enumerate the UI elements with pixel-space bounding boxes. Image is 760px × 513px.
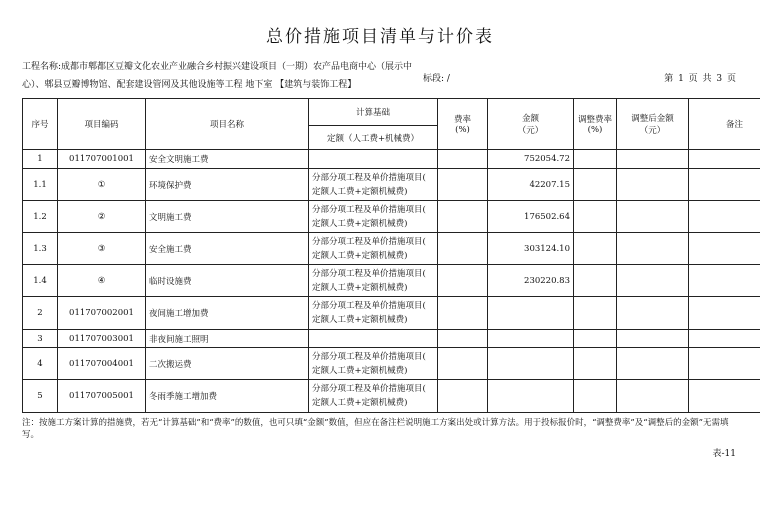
- cell-basis-line2: 定额人工费+定额机械费): [312, 218, 408, 229]
- cell-code: 011707002001: [58, 297, 146, 330]
- cell-rate: [438, 380, 488, 413]
- cell-adj-amount: [617, 201, 689, 233]
- cell-basis-line2: 定额人工费+定额机械费): [312, 250, 408, 261]
- table-body: [23, 150, 760, 413]
- cell-basis: [309, 169, 438, 201]
- cell-basis-line1: 分部分项工程及单价措施项目(: [312, 172, 426, 183]
- cell-name: 安全文明施工费: [146, 150, 309, 169]
- header-amount-unit: （元）: [517, 126, 544, 136]
- cell-remark: [689, 169, 760, 201]
- header-rate: [438, 99, 488, 150]
- cell-name: 非夜间施工照明: [146, 330, 309, 348]
- project-name: [22, 58, 417, 94]
- cell-amount: 303124.10: [488, 233, 574, 265]
- cell-seq: 4: [23, 348, 58, 380]
- cell-basis: [309, 380, 438, 413]
- cell-adj-rate: [574, 201, 617, 233]
- table-row: [23, 330, 760, 348]
- form-number: 表-11: [712, 449, 736, 459]
- cell-seq: 2: [23, 297, 58, 330]
- cell-name: 文明施工费: [146, 201, 309, 233]
- header-adj-rate-unit: (%): [587, 125, 603, 135]
- table-row: [23, 150, 760, 169]
- cell-basis-line2: 定额人工费+定额机械费): [312, 315, 408, 325]
- cell-code: ④: [58, 265, 146, 297]
- cell-basis-line1: 分部分项工程及单价措施项目(: [312, 384, 426, 394]
- header-remark: 备注: [689, 99, 760, 150]
- cell-adj-amount: [617, 348, 689, 380]
- cell-basis: [309, 265, 438, 297]
- cell-basis-line1: 分部分项工程及单价措施项目(: [312, 204, 426, 215]
- cell-code: ②: [58, 201, 146, 233]
- cell-remark: [689, 330, 760, 348]
- cell-seq: 3: [23, 330, 58, 348]
- cell-seq: 1.4: [23, 265, 58, 297]
- cell-seq: 1.3: [23, 233, 58, 265]
- header-name: 项目名称: [146, 99, 309, 150]
- cell-basis: [309, 150, 438, 169]
- cell-rate: [438, 330, 488, 348]
- page-info: 第 1 页 共 3 页: [664, 74, 736, 84]
- cell-rate: [438, 150, 488, 169]
- cell-amount: 42207.15: [488, 169, 574, 201]
- cell-basis: [309, 348, 438, 380]
- cell-code: 011707005001: [58, 380, 146, 413]
- cell-basis-line1: 分部分项工程及单价措施项目(: [312, 236, 426, 247]
- header-amount-label: 金额: [521, 114, 539, 124]
- cell-basis-line1: 分部分项工程及单价措施项目(: [312, 301, 426, 311]
- cell-rate: [438, 233, 488, 265]
- header-adj-rate: [574, 99, 617, 150]
- cell-adj-rate: [574, 169, 617, 201]
- cell-remark: [689, 297, 760, 330]
- cell-seq: 1.2: [23, 201, 58, 233]
- cell-basis-line2: 定额人工费+定额机械费): [312, 398, 408, 408]
- cell-name: 冬雨季施工增加费: [146, 380, 309, 413]
- cell-rate: [438, 201, 488, 233]
- cell-basis: [309, 297, 438, 330]
- cell-rate: [438, 265, 488, 297]
- cell-adj-rate: [574, 297, 617, 330]
- header-rate-unit: (%): [455, 125, 470, 135]
- project-name-value: 成都市郫都区豆瓣文化农业产业融合乡村振兴建设项目（一期）农产品电商中心（展示中心）、郫县豆瓣博物馆、配套建设管网及其他设施等工程 地下室 【建筑与装饰工程】: [22, 62, 413, 90]
- cell-adj-rate: [574, 348, 617, 380]
- bid-section: 标段: /: [423, 74, 450, 84]
- table-row: [23, 380, 760, 413]
- cell-basis-line1: 分部分项工程及单价措施项目(: [312, 351, 426, 362]
- table-row: [23, 233, 760, 265]
- cell-seq: 5: [23, 380, 58, 413]
- cell-rate: [438, 169, 488, 201]
- table-row: [23, 265, 760, 297]
- header-adj-amount: [617, 99, 689, 150]
- cell-name: 环境保护费: [146, 169, 309, 201]
- cell-code: ③: [58, 233, 146, 265]
- cell-adj-amount: [617, 233, 689, 265]
- cell-adj-rate: [574, 265, 617, 297]
- cell-amount: [488, 348, 574, 380]
- cell-name: 安全施工费: [146, 233, 309, 265]
- cell-adj-rate: [574, 150, 617, 169]
- footnote: 注：按施工方案计算的措施费，若无“计算基础”和“费率”的数值，也可只填“金额”数值，但应在备注栏说明施工方案出处或计算方法。用于投标报价时，“调整费率”及“调整后的金额”无需填写。: [22, 418, 729, 440]
- cell-remark: [689, 265, 760, 297]
- cell-basis-line2: 定额人工费+定额机械费): [312, 365, 408, 376]
- cell-adj-amount: [617, 265, 689, 297]
- cell-remark: [689, 150, 760, 169]
- cell-amount: [488, 297, 574, 330]
- header-basis-sub: 定额（人工费+机械费）: [309, 126, 438, 150]
- cell-basis-line2: 定额人工费+定额机械费): [312, 186, 408, 197]
- header-basis: 计算基础: [309, 99, 438, 126]
- cell-adj-amount: [617, 150, 689, 169]
- project-label: 工程名称:: [22, 62, 62, 72]
- cell-basis-line1: 分部分项工程及单价措施项目(: [312, 268, 426, 279]
- table-row: [23, 201, 760, 233]
- header-amount: [488, 99, 574, 150]
- cell-adj-amount: [617, 169, 689, 201]
- cell-remark: [689, 233, 760, 265]
- table-row: [23, 169, 760, 201]
- header-code: 项目编码: [58, 99, 146, 150]
- cell-basis: [309, 201, 438, 233]
- cell-adj-amount: [617, 330, 689, 348]
- cell-amount: [488, 380, 574, 413]
- table-row: [23, 297, 760, 330]
- cell-seq: 1.1: [23, 169, 58, 201]
- cell-adj-amount: [617, 380, 689, 413]
- page-title: 总价措施项目清单与计价表: [266, 27, 494, 47]
- cell-remark: [689, 380, 760, 413]
- cell-basis: [309, 330, 438, 348]
- cell-code: ①: [58, 169, 146, 201]
- header-seq: 序号: [23, 99, 58, 150]
- cell-name: 二次搬运费: [146, 348, 309, 380]
- cell-code: 011707001001: [58, 150, 146, 169]
- cell-adj-rate: [574, 380, 617, 413]
- header-rate-label: 费率: [453, 115, 471, 125]
- cell-seq: 1: [23, 150, 58, 169]
- cell-amount: 176502.64: [488, 201, 574, 233]
- cell-adj-rate: [574, 330, 617, 348]
- measures-table: [22, 98, 760, 413]
- cell-basis: [309, 233, 438, 265]
- cell-rate: [438, 297, 488, 330]
- header-adj-amount-unit: （元）: [639, 126, 666, 136]
- cell-name: 夜间施工增加费: [146, 297, 309, 330]
- cell-rate: [438, 348, 488, 380]
- table-row: [23, 348, 760, 380]
- header-adj-rate-label: 调整费率: [577, 115, 612, 125]
- cell-amount: 752054.72: [488, 150, 574, 169]
- cell-code: 011707004001: [58, 348, 146, 380]
- cell-remark: [689, 201, 760, 233]
- cell-amount: 230220.83: [488, 265, 574, 297]
- cell-adj-amount: [617, 297, 689, 330]
- cell-name: 临时设施费: [146, 265, 309, 297]
- cell-remark: [689, 348, 760, 380]
- cell-basis-line2: 定额人工费+定额机械费): [312, 282, 408, 293]
- cell-code: 011707003001: [58, 330, 146, 348]
- cell-adj-rate: [574, 233, 617, 265]
- cell-amount: [488, 330, 574, 348]
- header-adj-amount-label: 调整后金额: [631, 114, 674, 124]
